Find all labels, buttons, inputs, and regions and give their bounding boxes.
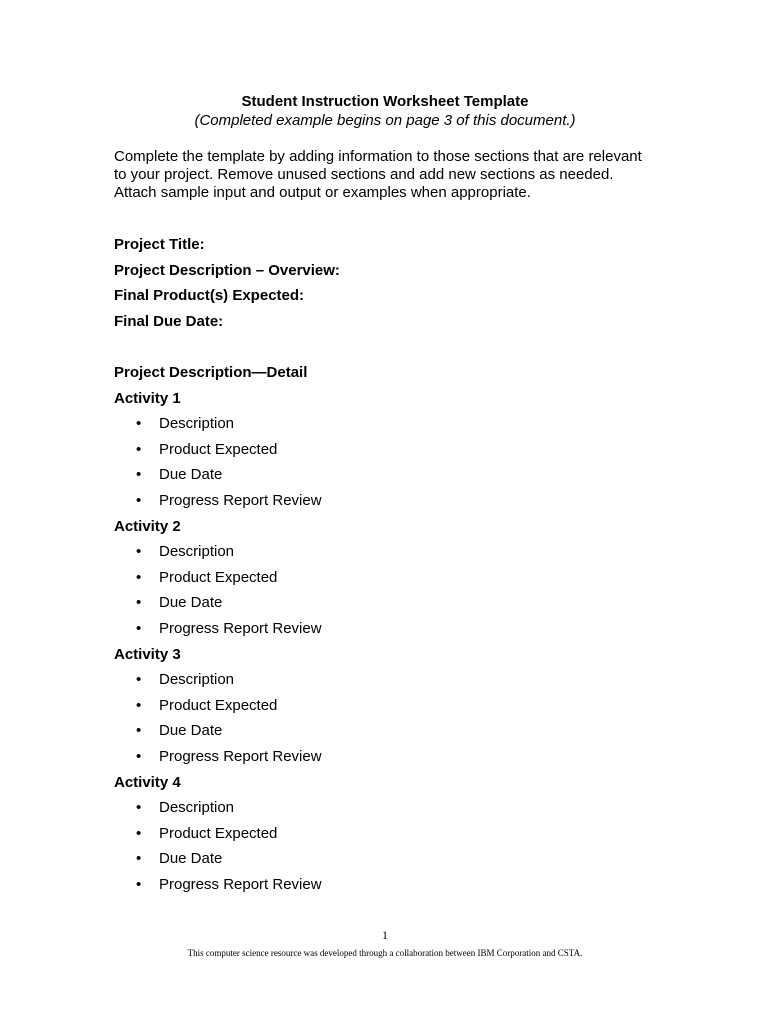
activity-item-list <box>114 799 674 901</box>
project-overview-label: Project Description – Overview: <box>114 261 340 279</box>
list-item <box>114 594 674 620</box>
activity-item-list <box>114 671 674 773</box>
list-item-label: Due Date <box>159 594 223 612</box>
list-item-label: Product Expected <box>159 440 278 458</box>
list-item <box>114 671 674 697</box>
bullet-icon: • <box>136 875 142 893</box>
activity-title: Activity 3 <box>114 645 181 663</box>
bullet-icon: • <box>136 850 142 868</box>
list-item-label: Product Expected <box>159 824 278 842</box>
detail-heading: Project Description—Detail <box>114 364 308 381</box>
page-number: 1 <box>382 928 388 942</box>
list-item-label: Product Expected <box>159 568 278 586</box>
list-item-label: Progress Report Review <box>159 875 322 893</box>
list-item <box>114 876 674 902</box>
bullet-icon: • <box>136 466 142 484</box>
bullet-icon: • <box>136 747 142 765</box>
project-title-label: Project Title: <box>114 236 205 253</box>
list-item <box>114 850 674 876</box>
list-item-label: Description <box>159 415 235 433</box>
activity-title: Activity 1 <box>114 389 181 407</box>
list-item-label: Due Date <box>159 850 223 868</box>
list-item <box>114 620 674 646</box>
activity-item-list <box>114 543 674 645</box>
bullet-icon: • <box>136 415 142 433</box>
list-item <box>114 415 674 441</box>
final-products-label: Final Product(s) Expected: <box>114 287 305 305</box>
final-due-date-label: Final Due Date: <box>114 312 224 330</box>
bullet-icon: • <box>136 440 142 458</box>
list-item-label: Due Date <box>159 722 223 740</box>
intro-paragraph <box>114 148 674 202</box>
list-item-label: Description <box>159 671 235 689</box>
list-item-label: Description <box>159 799 235 817</box>
bullet-icon: • <box>136 722 142 740</box>
list-item <box>114 722 674 748</box>
list-item-label: Progress Report Review <box>159 491 322 509</box>
list-item <box>114 441 674 467</box>
list-item <box>114 825 674 851</box>
intro-line: Attach sample input and output or examples when appropriate. <box>114 184 531 201</box>
bullet-icon: • <box>136 491 142 509</box>
list-item-label: Due Date <box>159 466 223 484</box>
activity-title: Activity 4 <box>114 773 181 791</box>
activity-title: Activity 2 <box>114 517 181 535</box>
list-item <box>114 799 674 825</box>
list-item <box>114 569 674 595</box>
list-item <box>114 492 674 518</box>
bullet-icon: • <box>136 671 142 689</box>
project-fields <box>114 236 674 338</box>
list-item <box>114 697 674 723</box>
bullet-icon: • <box>136 619 142 637</box>
project-detail-section <box>114 364 674 901</box>
document-title: Student Instruction Worksheet Template <box>241 93 529 110</box>
bullet-icon: • <box>136 594 142 612</box>
bullet-icon: • <box>136 543 142 561</box>
page-footer: This computer science resource was developed through a collaboration between IBM Corporation and CSTA. <box>187 948 583 958</box>
bullet-icon: • <box>136 696 142 714</box>
bullet-icon: • <box>136 799 142 817</box>
list-item <box>114 748 674 774</box>
activity-item-list <box>114 415 674 517</box>
list-item-label: Progress Report Review <box>159 747 322 765</box>
document-subtitle: (Completed example begins on page 3 of this document.) <box>194 112 576 129</box>
list-item-label: Description <box>159 543 235 561</box>
bullet-icon: • <box>136 824 142 842</box>
list-item-label: Product Expected <box>159 696 278 714</box>
intro-line: to your project. Remove unused sections and add new sections as needed. <box>114 166 614 183</box>
list-item <box>114 543 674 569</box>
bullet-icon: • <box>136 568 142 586</box>
intro-line: Complete the template by adding information to those sections that are relevant <box>114 148 642 165</box>
list-item <box>114 466 674 492</box>
list-item-label: Progress Report Review <box>159 619 322 637</box>
